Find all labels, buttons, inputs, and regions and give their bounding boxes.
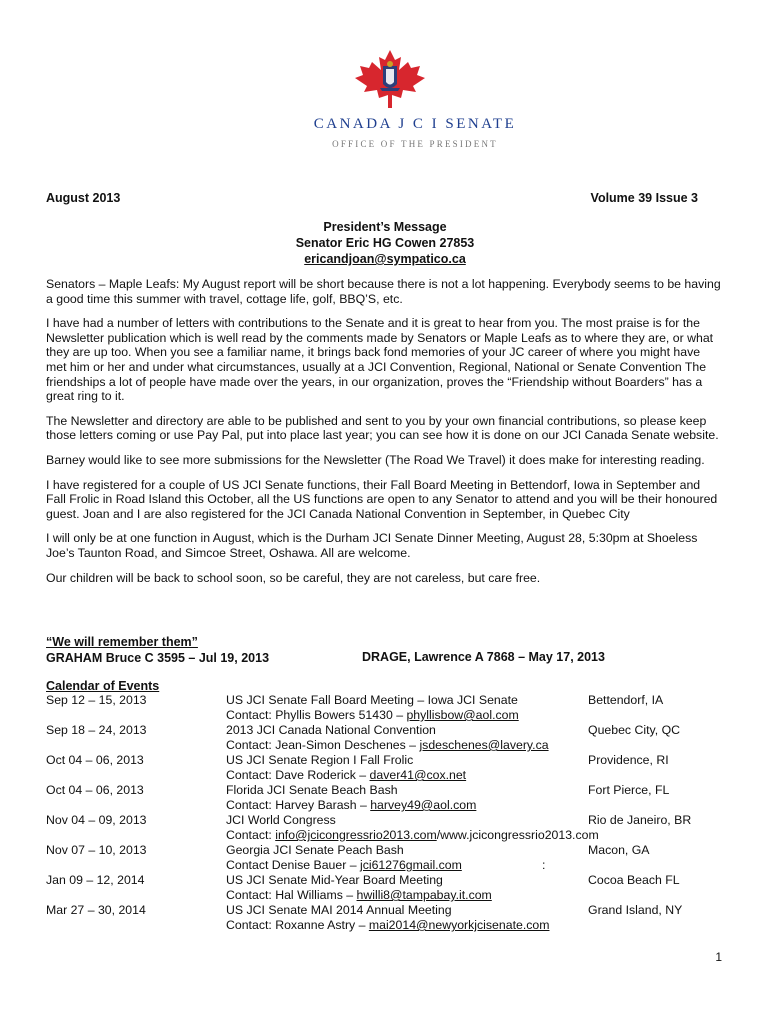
paragraph: The Newsletter and directory are able to be published and sent to you by your own financial contributions, so please keep those letters coming or use Pay Pal, put into place last year; you can see how it is done on our JCI Canada Senate website. (46, 413, 719, 443)
remembrance-entry: GRAHAM Bruce C 3595 – Jul 19, 2013 (46, 651, 270, 665)
event-contact (226, 768, 466, 782)
event-location: Grand Island, NY (588, 903, 683, 917)
event-name: US JCI Senate Region I Fall Frolic (226, 753, 414, 767)
message-body (46, 277, 722, 595)
event-contact (226, 738, 549, 752)
event-name: 2013 JCI Canada National Convention (226, 723, 436, 737)
event-contact (226, 798, 476, 812)
calendar-event (46, 783, 722, 813)
author-email-link[interactable]: ericandjoan@sympatico.ca (304, 252, 466, 266)
calendar-event (46, 873, 722, 903)
event-date: Nov 07 – 10, 2013 (46, 843, 147, 857)
calendar-event (46, 753, 722, 783)
event-location: Quebec City, QC (588, 723, 681, 737)
calendar-event (46, 813, 722, 843)
event-location: Fort Pierce, FL (588, 783, 670, 797)
message-title: President’s Message (323, 220, 447, 234)
calendar-event (46, 903, 722, 933)
contact-website: /www.jcicongressrio2013.com (436, 828, 599, 842)
contact-email-link[interactable]: harvey49@aol.com (370, 798, 477, 812)
event-name: US JCI Senate MAI 2014 Annual Meeting (226, 903, 452, 917)
paragraph: I will only be at one function in August, which is the Durham JCI Senate Dinner Meeting, August 28, 5:30pm at Shoeless Joe’s Taunton Road, and Simcoe Street, Oshawa. All are welcome. (46, 531, 698, 560)
event-location: Providence, RI (588, 753, 669, 767)
contact-label: Contact: Roxanne Astry – (226, 918, 369, 932)
event-name: JCI World Congress (226, 813, 336, 827)
contact-email-link[interactable]: mai2014@newyorkjcisenate.com (368, 918, 550, 932)
remembrance-section (46, 634, 269, 666)
event-name: Georgia JCI Senate Peach Bash (226, 843, 404, 857)
event-location: Macon, GA (588, 843, 650, 857)
event-location: Cocoa Beach FL (588, 873, 680, 887)
contact-label: Contact: Hal Williams – (226, 888, 357, 902)
calendar-of-events (46, 693, 722, 933)
contact-email-link[interactable]: hwilli8@tampabay.it.com (356, 888, 492, 902)
event-date: Mar 27 – 30, 2014 (46, 903, 146, 917)
contact-label: Contact Denise Bauer – (226, 858, 360, 872)
organization-name: CANADA J C I SENATE (313, 116, 517, 132)
event-name: Florida JCI Senate Beach Bash (226, 783, 398, 797)
event-location: Bettendorf, IA (588, 693, 664, 707)
calendar-title: Calendar of Events (46, 679, 160, 693)
page-number: 1 (715, 950, 722, 964)
calendar-event (46, 843, 722, 873)
event-date: Oct 04 – 06, 2013 (46, 783, 144, 797)
calendar-event (46, 693, 722, 723)
event-name: US JCI Senate Mid-Year Board Meeting (226, 873, 443, 887)
stray-colon: : (542, 858, 546, 872)
event-contact (226, 918, 549, 932)
event-date: Sep 18 – 24, 2013 (46, 723, 147, 737)
message-author: Senator Eric HG Cowen 27853 (295, 236, 475, 250)
maple-leaf-crest-logo (345, 48, 435, 118)
contact-label: Contact: Harvey Barash – (226, 798, 371, 812)
event-name: US JCI Senate Fall Board Meeting – Iowa JCI Senate (226, 693, 518, 707)
paragraph: Senators – Maple Leafs: My August report will be short because there is not a lot happening. Everybody seems to be having a good time this summer with travel, cottage life, golf, BBQ’S, etc. (46, 277, 721, 306)
remembrance-heading: “We will remember them” (46, 635, 198, 649)
contact-email-link[interactable]: daver41@cox.net (369, 768, 467, 782)
issue-volume: Volume 39 Issue 3 (590, 191, 698, 205)
paragraph: I have had a number of letters with contributions to the Senate and it is great to hear from you. The most praise is for the Newsletter publication which is well read by the comments made by Senators or Maple Leafs as to where they are, or what they are up too. When you see a familiar name, it brings back fond memories of your JC career of where you might have met him or her and under what circumstances, usually at a JCI Convention, Regional, National or Senate Convention The friendships a lot of people have made over the years, in our organization, proves the “Friendship without Boarders” has a great ring to it. (46, 316, 714, 404)
calendar-event (46, 723, 722, 753)
event-date: Jan 09 – 12, 2014 (46, 873, 145, 887)
contact-label: Contact: Dave Roderick – (226, 768, 370, 782)
event-contact (226, 888, 492, 902)
contact-email-link[interactable]: info@jcicongressrio2013.com (275, 828, 437, 842)
contact-email-link[interactable]: jci61276gmail.com (359, 858, 462, 872)
remembrance-entry: DRAGE, Lawrence A 7868 – May 17, 2013 (362, 650, 605, 664)
paragraph: Our children will be back to school soon, so be careful, they are not careless, but care free. (46, 570, 541, 585)
office-subtitle: OFFICE OF THE PRESIDENT (332, 139, 498, 149)
contact-label: Contact: Phyllis Bowers 51430 – (226, 708, 407, 722)
event-location: Rio de Janeiro, BR (588, 813, 692, 827)
event-contact (226, 858, 462, 872)
event-contact (226, 708, 519, 722)
event-date: Nov 04 – 09, 2013 (46, 813, 147, 827)
contact-label: Contact: Jean-Simon Deschenes – (226, 738, 420, 752)
event-date: Sep 12 – 15, 2013 (46, 693, 147, 707)
paragraph: Barney would like to see more submissions for the Newsletter (The Road We Travel) it does make for interesting reading. (46, 452, 705, 467)
paragraph: I have registered for a couple of US JCI Senate functions, their Fall Board Meeting in Bettendorf, Iowa in September and Fall Frolic in Road Island this October, all the US functions are open to any Senator to attend and you will be their honoured guest. Joan and I are also registered for the JCI Canada National Convention in September, in Quebec City (46, 477, 718, 521)
issue-date: August 2013 (46, 191, 121, 205)
event-date: Oct 04 – 06, 2013 (46, 753, 144, 767)
contact-email-link[interactable]: jsdeschenes@lavery.ca (419, 738, 549, 752)
message-header (0, 219, 770, 267)
contact-label: Contact: (226, 828, 276, 842)
contact-email-link[interactable]: phyllisbow@aol.com (406, 708, 519, 722)
event-contact (226, 828, 599, 842)
